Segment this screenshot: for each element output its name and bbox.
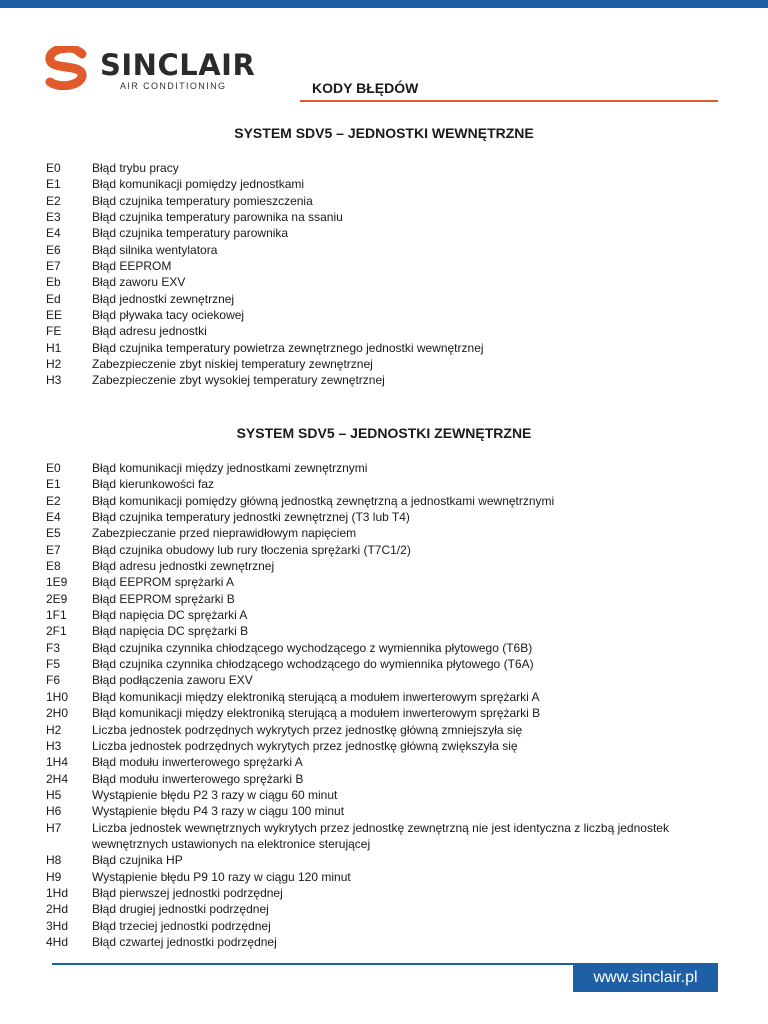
error-row bbox=[46, 509, 736, 525]
error-code: E3 bbox=[46, 210, 61, 225]
error-description: Liczba jednostek podrzędnych wykrytych przez jednostkę główną zmniejszyła się bbox=[92, 722, 523, 737]
error-row bbox=[46, 885, 736, 901]
error-description: Błąd trzeciej jednostki podrzędnej bbox=[92, 918, 271, 933]
error-code: EE bbox=[46, 308, 63, 323]
error-description: Zabezpieczenie zbyt wysokiej temperatury zewnętrznej bbox=[92, 373, 385, 388]
error-code: H3 bbox=[46, 738, 62, 753]
error-code: H6 bbox=[46, 804, 62, 819]
error-row bbox=[46, 640, 736, 656]
error-description: Liczba jednostek wewnętrznych wykrytych przez jednostkę zewnętrzną nie jest identyczna z liczbą jednostek wewnętrznych ustawionych na elektronice sterującej bbox=[92, 820, 669, 851]
section-title-indoor: SYSTEM SDV5 – JEDNOSTKI WEWNĘTRZNE bbox=[234, 125, 534, 141]
top-accent-bar bbox=[0, 0, 768, 8]
error-row bbox=[46, 607, 736, 623]
error-description: Błąd modułu inwerterowego sprężarki A bbox=[92, 755, 303, 770]
error-code: E6 bbox=[46, 242, 61, 257]
error-code: H5 bbox=[46, 787, 62, 802]
error-description: Błąd EEPROM sprężarki A bbox=[92, 575, 235, 590]
error-code: 2F1 bbox=[46, 624, 67, 639]
error-row bbox=[46, 242, 736, 258]
error-description: Zabezpieczenie zbyt niskiej temperatury zewnętrznej bbox=[92, 357, 373, 372]
error-description: Błąd czujnika czynnika chłodzącego wychodzącego z wymiennika płytowego (T6B) bbox=[92, 640, 533, 655]
error-row bbox=[46, 771, 736, 787]
error-description: Błąd komunikacji między elektroniką sterującą a modułem inwerterowym sprężarki B bbox=[92, 706, 541, 721]
error-code: Ed bbox=[46, 291, 61, 306]
error-code: 1F1 bbox=[46, 608, 67, 623]
error-description: Błąd czujnika HP bbox=[92, 853, 183, 868]
error-code: 4Hd bbox=[46, 934, 69, 949]
error-code: E4 bbox=[46, 510, 61, 525]
error-row bbox=[46, 274, 736, 290]
error-code: E5 bbox=[46, 526, 61, 541]
error-row bbox=[46, 493, 736, 509]
error-description: Błąd kierunkowości faz bbox=[92, 477, 215, 492]
error-row bbox=[46, 754, 736, 770]
error-row bbox=[46, 307, 736, 323]
error-description: Wystąpienie błędu P2 3 razy w ciągu 60 minut bbox=[92, 787, 338, 802]
error-row bbox=[46, 820, 736, 853]
error-code: E7 bbox=[46, 259, 61, 274]
error-code: E0 bbox=[46, 161, 61, 175]
brand-name: SINCLAIR bbox=[100, 48, 256, 82]
error-code: 3Hd bbox=[46, 918, 69, 933]
error-row bbox=[46, 323, 736, 339]
error-description: Błąd czujnika temperatury jednostki zewnętrznej (T3 lub T4) bbox=[92, 510, 410, 525]
document-title: KODY BŁĘDÓW bbox=[312, 80, 419, 96]
error-description: Błąd czujnika temperatury pomieszczenia bbox=[92, 193, 313, 208]
error-code: H2 bbox=[46, 357, 62, 372]
error-row bbox=[46, 558, 736, 574]
error-code: E8 bbox=[46, 559, 61, 574]
error-description: Błąd czujnika czynnika chłodzącego wchodzącego do wymiennika płytowego (T6A) bbox=[92, 657, 534, 672]
error-description: Błąd komunikacji pomiędzy główną jednostką zewnętrzną a jednostkami wewnętrznymi bbox=[92, 493, 555, 508]
error-row bbox=[46, 722, 736, 738]
title-underline bbox=[300, 100, 718, 102]
error-description: Zabezpieczanie przed nieprawidłowym napięciem bbox=[92, 526, 357, 541]
error-code: FE bbox=[46, 324, 62, 339]
error-description: Błąd czwartej jednostki podrzędnej bbox=[92, 934, 277, 949]
error-code: E2 bbox=[46, 193, 61, 208]
error-row bbox=[46, 672, 736, 688]
error-description: Błąd adresu jednostki zewnętrznej bbox=[92, 559, 275, 574]
error-description: Błąd EEPROM sprężarki B bbox=[92, 591, 235, 606]
error-description: Błąd komunikacji między jednostkami zewnętrznymi bbox=[92, 461, 368, 475]
error-description: Błąd podłączenia zaworu EXV bbox=[92, 673, 253, 688]
section-title-outdoor: SYSTEM SDV5 – JEDNOSTKI ZEWNĘTRZNE bbox=[236, 425, 532, 441]
error-row bbox=[46, 291, 736, 307]
error-code: 2H0 bbox=[46, 706, 69, 721]
indoor-error-list bbox=[46, 160, 736, 389]
error-row bbox=[46, 176, 736, 192]
error-row bbox=[46, 209, 736, 225]
error-row bbox=[46, 623, 736, 639]
error-description: Błąd czujnika obudowy lub rury tłoczenia sprężarki (T7C1/2) bbox=[92, 542, 411, 557]
error-code: 2E9 bbox=[46, 591, 68, 606]
error-row bbox=[46, 869, 736, 885]
error-code: H3 bbox=[46, 373, 62, 388]
error-description: Liczba jednostek podrzędnych wykrytych przez jednostkę główną zwiększyła się bbox=[92, 738, 518, 753]
outdoor-error-list bbox=[46, 460, 736, 950]
website-link[interactable]: www.sinclair.pl bbox=[573, 964, 718, 992]
error-row bbox=[46, 258, 736, 274]
error-row bbox=[46, 193, 736, 209]
error-code: F3 bbox=[46, 640, 61, 655]
error-row bbox=[46, 656, 736, 672]
error-row bbox=[46, 476, 736, 492]
error-code: E2 bbox=[46, 493, 61, 508]
error-code: E1 bbox=[46, 477, 61, 492]
error-code: E0 bbox=[46, 461, 61, 475]
brand-subtitle: AIR CONDITIONING bbox=[120, 81, 227, 91]
error-description: Błąd czujnika temperatury parownika na ssaniu bbox=[92, 210, 343, 225]
error-code: 1E9 bbox=[46, 575, 68, 590]
error-description: Błąd czujnika temperatury parownika bbox=[92, 226, 289, 241]
error-code: E1 bbox=[46, 177, 61, 192]
error-description: Błąd czujnika temperatury powietrza zewnętrznego jednostki wewnętrznej bbox=[92, 340, 484, 355]
error-row bbox=[46, 574, 736, 590]
error-code: 1H0 bbox=[46, 689, 69, 704]
error-row bbox=[46, 356, 736, 372]
error-code: Eb bbox=[46, 275, 61, 290]
error-row bbox=[46, 738, 736, 754]
error-description: Błąd napięcia DC sprężarki A bbox=[92, 608, 248, 623]
error-description: Błąd drugiej jednostki podrzędnej bbox=[92, 902, 269, 917]
error-row bbox=[46, 803, 736, 819]
error-row bbox=[46, 787, 736, 803]
error-code: H1 bbox=[46, 340, 62, 355]
error-code: E7 bbox=[46, 542, 61, 557]
error-description: Błąd pływaka tacy ociekowej bbox=[92, 308, 245, 323]
error-description: Błąd napięcia DC sprężarki B bbox=[92, 624, 249, 639]
error-row bbox=[46, 160, 736, 176]
error-code: H9 bbox=[46, 869, 62, 884]
error-code: 2Hd bbox=[46, 902, 69, 917]
error-description: Błąd trybu pracy bbox=[92, 161, 179, 175]
error-description: Błąd komunikacji pomiędzy jednostkami bbox=[92, 177, 305, 192]
sinclair-s-icon bbox=[42, 46, 94, 90]
error-description: Błąd silnika wentylatora bbox=[92, 242, 218, 257]
error-code: H8 bbox=[46, 853, 62, 868]
error-row bbox=[46, 852, 736, 868]
error-code: E4 bbox=[46, 226, 61, 241]
error-code: 2H4 bbox=[46, 771, 69, 786]
error-row bbox=[46, 591, 736, 607]
error-code: F5 bbox=[46, 657, 61, 672]
sinclair-logo bbox=[42, 46, 262, 96]
error-row bbox=[46, 901, 736, 917]
error-row bbox=[46, 705, 736, 721]
error-description: Błąd EEPROM bbox=[92, 259, 172, 274]
error-code: H7 bbox=[46, 820, 62, 835]
error-description: Błąd komunikacji między elektroniką sterującą a modułem inwerterowym sprężarki A bbox=[92, 689, 540, 704]
error-code: H2 bbox=[46, 722, 62, 737]
error-row bbox=[46, 689, 736, 705]
error-description: Błąd jednostki zewnętrznej bbox=[92, 291, 235, 306]
error-code: F6 bbox=[46, 673, 61, 688]
error-row bbox=[46, 542, 736, 558]
error-row bbox=[46, 372, 736, 388]
error-row bbox=[46, 340, 736, 356]
error-row bbox=[46, 934, 736, 950]
error-row bbox=[46, 525, 736, 541]
error-description: Błąd modułu inwerterowego sprężarki B bbox=[92, 771, 304, 786]
error-code: 1Hd bbox=[46, 885, 69, 900]
error-description: Błąd zaworu EXV bbox=[92, 275, 186, 290]
error-row bbox=[46, 460, 736, 476]
error-description: Wystąpienie błędu P9 10 razy w ciągu 120 minut bbox=[92, 869, 351, 884]
error-description: Błąd pierwszej jednostki podrzędnej bbox=[92, 885, 283, 900]
error-row bbox=[46, 918, 736, 934]
error-code: 1H4 bbox=[46, 755, 69, 770]
error-description: Błąd adresu jednostki bbox=[92, 324, 207, 339]
error-description: Wystąpienie błędu P4 3 razy w ciągu 100 minut bbox=[92, 804, 345, 819]
error-row bbox=[46, 225, 736, 241]
